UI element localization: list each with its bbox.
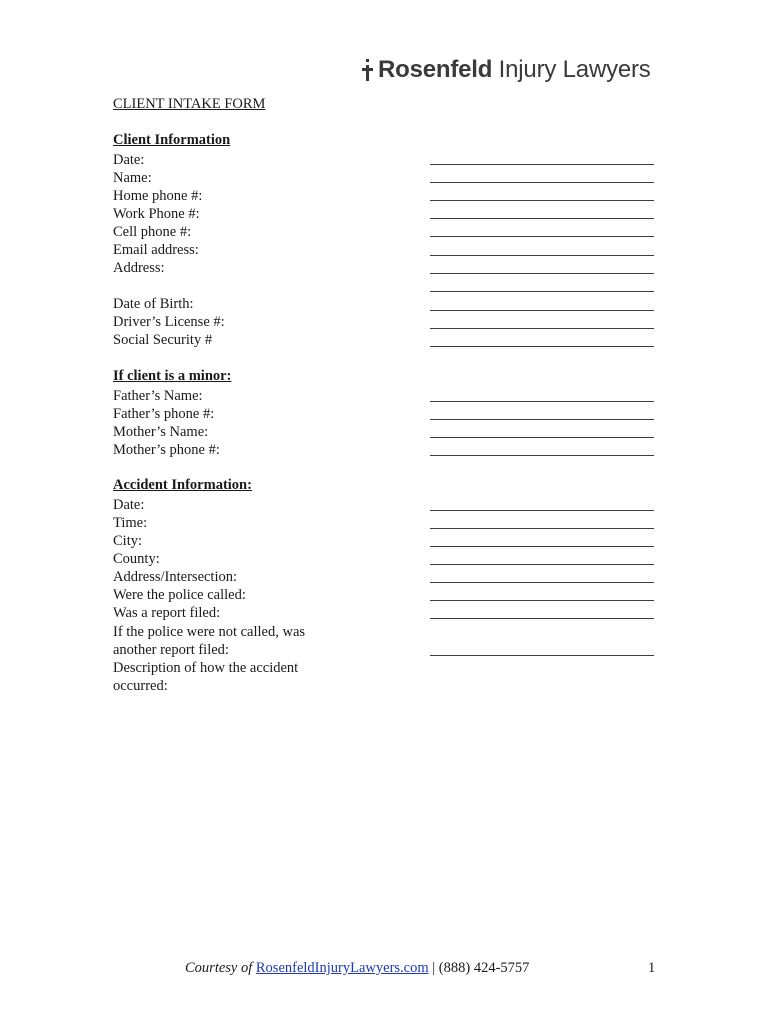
county-blank[interactable] [430, 564, 654, 565]
footer-phone: | (888) 424-5757 [428, 960, 530, 976]
other-report-blank[interactable] [430, 655, 654, 656]
field-label: Email address: [113, 242, 199, 258]
footer-courtesy: Courtesy of [185, 960, 256, 976]
field-label: Father’s Name: [113, 388, 203, 404]
accident-date-blank[interactable] [430, 510, 654, 511]
field-label: Mother’s Name: [113, 424, 209, 440]
field-label: If the police were not called, was [113, 624, 306, 640]
ssn-blank[interactable] [430, 346, 654, 347]
field-label: Social Security # [113, 332, 213, 348]
accident-time-blank[interactable] [430, 528, 654, 529]
field-label: Was a report filed: [113, 605, 221, 621]
field-label: Time: [113, 515, 148, 531]
field-label: Date: [113, 497, 145, 513]
field-label: Cell phone #: [113, 224, 192, 240]
fathers-phone-blank[interactable] [430, 419, 654, 420]
address-blank[interactable] [430, 273, 654, 274]
home-phone-blank[interactable] [430, 200, 654, 201]
logo-text-bold: Rosenfeld [378, 56, 493, 83]
logo-text-rest: Injury Lawyers [492, 56, 651, 83]
name-blank[interactable] [430, 182, 654, 183]
field-label: Name: [113, 170, 152, 186]
report-filed-blank[interactable] [430, 618, 654, 619]
website-link[interactable]: RosenfeldInjuryLawyers.com [255, 960, 429, 976]
field-label: Home phone #: [113, 188, 203, 204]
page-number: 1 [648, 960, 656, 976]
email-blank[interactable] [430, 255, 654, 256]
field-label: Description of how the accident [113, 660, 299, 676]
field-label: another report filed: [113, 642, 229, 658]
police-called-blank[interactable] [430, 600, 654, 601]
field-label: Work Phone #: [113, 206, 200, 222]
company-logo [362, 54, 651, 86]
address-line2-blank[interactable] [430, 291, 654, 292]
mothers-name-blank[interactable] [430, 437, 654, 438]
minor-heading: If client is a minor: [113, 368, 232, 384]
field-label: Were the police called: [113, 587, 246, 603]
page-footer [185, 960, 529, 977]
field-label: City: [113, 533, 143, 549]
field-label: Driver’s License #: [113, 314, 225, 330]
field-label: Father’s phone #: [113, 406, 215, 422]
mothers-phone-blank[interactable] [430, 455, 654, 456]
field-label: County: [113, 551, 160, 567]
city-blank[interactable] [430, 546, 654, 547]
field-label: Mother’s phone #: [113, 442, 220, 458]
dob-blank[interactable] [430, 310, 654, 311]
client-info-heading: Client Information [113, 132, 231, 148]
form-title: CLIENT INTAKE FORM [113, 96, 266, 112]
field-label: Date of Birth: [113, 296, 194, 312]
work-phone-blank[interactable] [430, 218, 654, 219]
field-label: occurred: [113, 678, 168, 694]
field-label: Date: [113, 152, 145, 168]
logo-text [378, 56, 651, 84]
fathers-name-blank[interactable] [430, 401, 654, 402]
address-intersection-blank[interactable] [430, 582, 654, 583]
rosenfeld-logo-icon [362, 59, 376, 81]
field-label: Address/Intersection: [113, 569, 238, 585]
field-label: Address: [113, 260, 165, 276]
drivers-license-blank[interactable] [430, 328, 654, 329]
cell-phone-blank[interactable] [430, 236, 654, 237]
date-blank[interactable] [430, 164, 654, 165]
accident-info-heading: Accident Information: [113, 477, 252, 493]
